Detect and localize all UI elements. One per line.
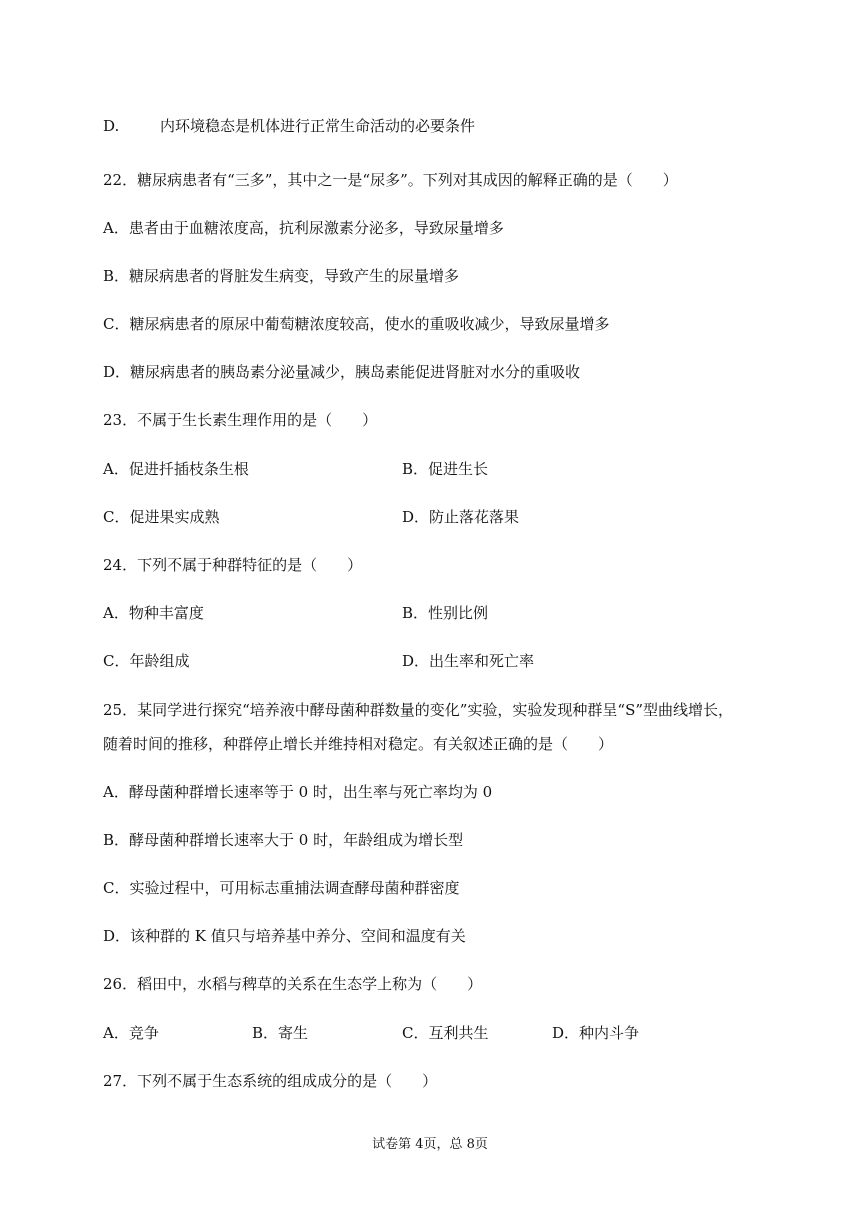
option-24a: A．物种丰富度 — [103, 604, 204, 622]
option-23b: B．促进生长 — [402, 460, 489, 478]
question-25-line-1: 25．某同学进行探究“培养液中酵母菌种群数量的变化”实验，实验发现种群呈“S”型曲线增长， — [103, 701, 734, 719]
question-23: 23．不属于生长素生理作用的是（ ） — [103, 411, 378, 429]
option-d21-text: 内环境稳态是机体进行正常生命活动的必要条件 — [160, 117, 476, 135]
page-footer: 试卷第 4页，总 8页 — [372, 1137, 488, 1152]
option-25c: C．实验过程中，可用标志重捕法调查酵母菌种群密度 — [103, 879, 460, 897]
question-27: 27．下列不属于生态系统的组成成分的是（ ） — [103, 1072, 438, 1090]
option-24b: B．性别比例 — [402, 604, 489, 622]
option-24c: C．年龄组成 — [103, 652, 190, 670]
option-22c: C．糖尿病患者的原尿中葡萄糖浓度较高，使水的重吸收减少，导致尿量增多 — [103, 315, 610, 333]
option-26b: B．寄生 — [252, 1024, 309, 1042]
question-22: 22．糖尿病患者有“三多”，其中之一是“尿多”。下列对其成因的解释正确的是（ ） — [103, 171, 678, 189]
option-26a: A．竞争 — [103, 1024, 159, 1042]
option-25a: A．酵母菌种群增长速率等于 0 时，出生率与死亡率均为 0 — [103, 783, 493, 801]
option-22b: B．糖尿病患者的肾脏发生病变，导致产生的尿量增多 — [103, 267, 460, 285]
option-25d: D．该种群的 K 值只与培养基中养分、空间和温度有关 — [103, 927, 466, 945]
option-24d: D．出生率和死亡率 — [402, 652, 535, 670]
option-25b: B．酵母菌种群增长速率大于 0 时，年龄组成为增长型 — [103, 831, 464, 849]
question-25-line-2: 随着时间的推移，种群停止增长并维持相对稳定。有关叙述正确的是（ ） — [103, 735, 614, 753]
option-22d: D．糖尿病患者的胰岛素分泌量减少，胰岛素能促进肾脏对水分的重吸收 — [103, 363, 581, 381]
option-22a: A．患者由于血糖浓度高，抗利尿激素分泌多，导致尿量增多 — [103, 219, 504, 237]
option-d21-label: D. — [103, 117, 120, 135]
question-26: 26．稻田中，水稻与稗草的关系在生态学上称为（ ） — [103, 975, 483, 993]
question-24: 24．下列不属于种群特征的是（ ） — [103, 556, 363, 574]
option-23d: D．防止落花落果 — [402, 508, 520, 526]
option-26c: C．互利共生 — [402, 1024, 489, 1042]
option-26d: D．种内斗争 — [552, 1024, 640, 1042]
option-23a: A．促进扦插枝条生根 — [103, 460, 249, 478]
option-23c: C．促进果实成熟 — [103, 508, 220, 526]
